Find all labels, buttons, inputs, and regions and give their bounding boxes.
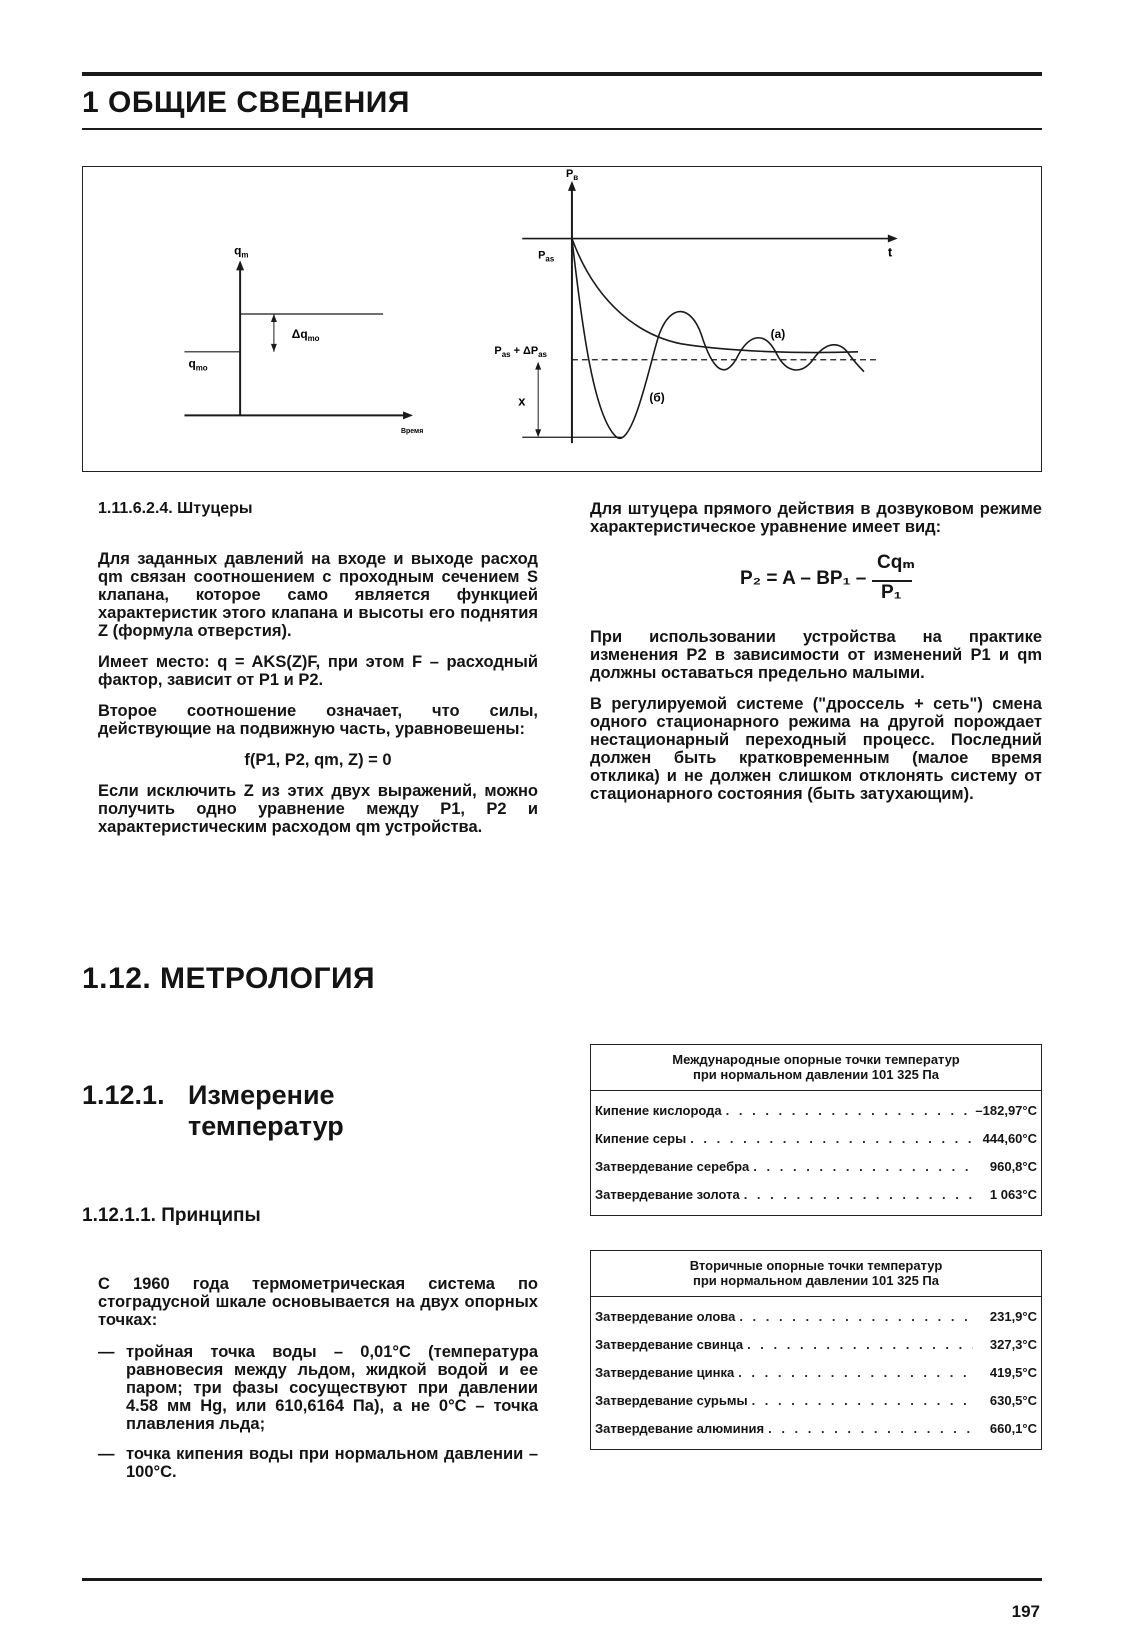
t-axis-label: t: [887, 244, 893, 260]
page-number: 197: [1011, 1602, 1040, 1621]
bullet-dash: —: [98, 1343, 115, 1361]
principles-heading: 1.12.1.1. Принципы: [82, 1205, 261, 1226]
chapter-title: 1 ОБЩИЕ СВЕДЕНИЯ: [82, 86, 410, 119]
metrology-heading: 1.12. МЕТРОЛОГИЯ: [82, 962, 376, 995]
subsection-number: 1.12.1.: [82, 1080, 165, 1110]
curve-a: [572, 239, 858, 353]
table-row: Затвердевание алюминия . . . 660,1°C: [595, 1415, 1037, 1443]
p-as-delta-label: $P_{as} + \Delta P_{as}$: [494, 344, 547, 359]
subsection-title-line-2: температур: [188, 1111, 344, 1141]
table-row: Затвердевание свинца . . . 327,3°C: [595, 1331, 1037, 1359]
figure-transient-response: [82, 166, 1042, 472]
chokes-left-column: [98, 500, 538, 849]
time-axis-label: Время: [401, 428, 424, 436]
figure-svg: [83, 167, 1041, 471]
delta-q-label: $\Delta q_{mo}$: [291, 326, 320, 343]
table-body: [591, 1297, 1041, 1449]
formula-denominator: P₁: [881, 582, 902, 603]
chokes-paragraph-5: Если исключить Z из этих двух выражений, можно получить одно уравнение между P1, P2 и характеристическим расходом qm устройства.: [98, 782, 538, 836]
table-caption: Вторичные опорные точки температур при нормальном давлении 101 325 Па: [591, 1251, 1041, 1297]
table-body: [591, 1091, 1041, 1215]
formula-numerator: Cqₘ: [877, 552, 915, 573]
reference-points-list: [98, 1343, 538, 1481]
chokes-paragraph-1: Для заданных давлений на входе и выходе расход qm связан соотношением с проходным сечением S клапана, которое само является функцией характеристик этого клапана и высоты его поднятия Z (формула отверстия).: [98, 550, 538, 640]
chokes-right-column: [590, 500, 1042, 816]
transient-paragraph: В регулируемой системе ("дроссель + сеть") смена одного стационарного режима на другой порождает нестационарный переходный процесс. Последний должен быть кратковременным (малое время отклика) и не должен слишком отклонять систему от стационарного состояния (быть затухающим).: [590, 695, 1042, 803]
temperature-measurement-heading: [82, 1080, 344, 1142]
characteristic-equation: [590, 550, 1042, 612]
formula-lhs: P₂ = A – BP₁ –: [740, 568, 867, 589]
chokes-paragraph-3: Второе соотношение означает, что силы, действующие на подвижную часть, уравновешены:: [98, 702, 538, 738]
right-plot: [494, 168, 897, 443]
left-plot: [184, 243, 423, 435]
secondary-reference-points-table: [590, 1250, 1042, 1450]
principles-text: [98, 1275, 538, 1493]
q-mo-label: $q_{mo}$: [188, 356, 208, 373]
x-offset-label: x: [518, 393, 526, 409]
p-as-label: $P_{as}$: [538, 249, 555, 264]
footer-rule: [82, 1578, 1042, 1581]
subsection-title-line-1: Измерение: [188, 1080, 335, 1110]
curve-b: [572, 239, 864, 439]
table-row: Затвердевание золота . . . 1 063°C: [595, 1181, 1037, 1209]
chokes-heading: 1.11.6.2.4. Штуцеры: [98, 500, 253, 517]
chokes-paragraph-2: Имеет место: q = AKS(Z)F, при этом F – расходный фактор, зависит от P1 и P2.: [98, 653, 538, 689]
table-row: Затвердевание серебра . . . 960,8°C: [595, 1153, 1037, 1181]
bullet-dash: —: [98, 1445, 115, 1463]
header-rule: [82, 128, 1042, 130]
table-caption: Международные опорные точки температур при нормальном давлении 101 325 Па: [591, 1045, 1041, 1091]
pressure-axis-label: $P_в$: [565, 167, 579, 182]
table-row: Кипение кислорода . . . –182,97°C: [595, 1097, 1037, 1125]
direct-action-intro: Для штуцера прямого действия в дозвуковом режиме характеристическое уравнение имеет вид:: [590, 500, 1042, 536]
top-rule: [82, 72, 1042, 76]
table-row: Затвердевание цинка . . . 419,5°C: [595, 1359, 1037, 1387]
table-row: Затвердевание олова . . . 231,9°C: [595, 1303, 1037, 1331]
curve-a-label: (a): [770, 326, 786, 341]
list-item: — тройная точка воды – 0,01°C (температура равновесия между льдом, жидкой водой и ее паром; три фазы сосуществуют при давлении 4.58 мм Hg, или 610,6164 Па), а не 0°C – точка плавления льда;: [98, 1343, 538, 1433]
list-item: — точка кипения воды при нормальном давлении –100°C.: [98, 1445, 538, 1481]
force-balance-equation: f(P1, P2, qm, Z) = 0: [244, 751, 392, 769]
principles-intro: С 1960 года термометрическая система по стоградусной шкале основывается на двух опорных точках:: [98, 1275, 538, 1329]
table-row: Затвердевание сурьмы . . . 630,5°C: [595, 1387, 1037, 1415]
curve-b-label: (б): [649, 390, 665, 405]
table-row: Кипение серы . . . 444,60°C: [595, 1125, 1037, 1153]
practice-paragraph: При использовании устройства на практике изменения P2 в зависимости от изменений P1 и qm должны оставаться предельно малыми.: [590, 628, 1042, 682]
left-y-label: $q_m$: [234, 243, 249, 260]
international-reference-points-table: [590, 1044, 1042, 1216]
